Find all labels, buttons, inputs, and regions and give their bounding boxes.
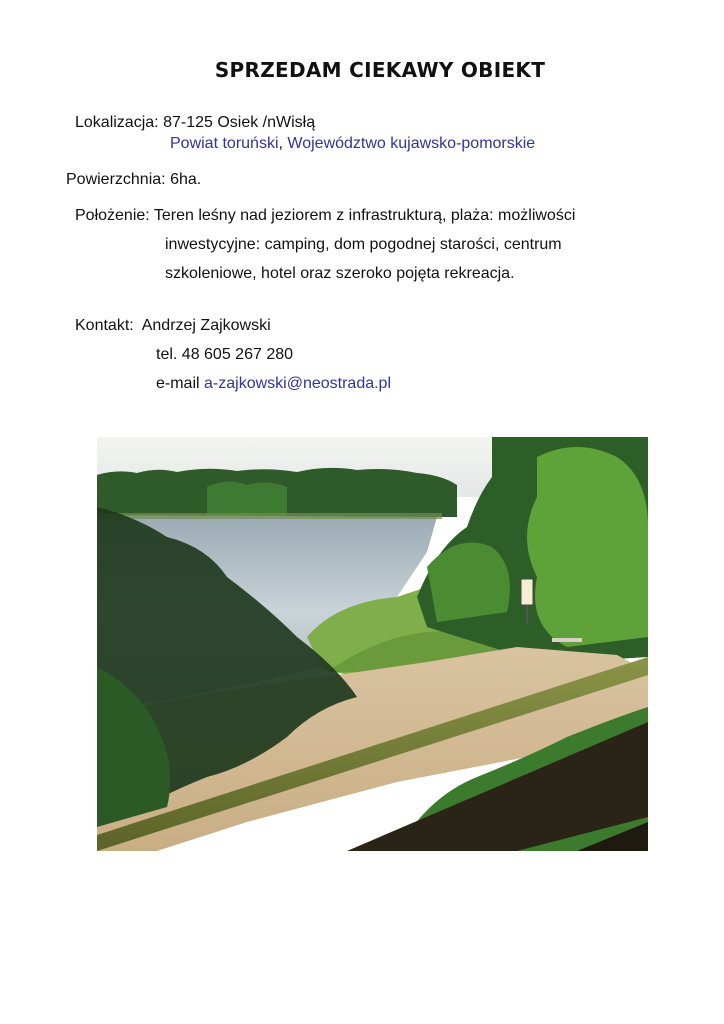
email-link[interactable]: a-zajkowski@neostrada.pl: [204, 375, 392, 392]
area-value: 6ha.: [170, 171, 202, 188]
position-text-2: inwestycyjne: camping, dom pogodnej starości, centrum: [165, 236, 562, 253]
area-label: Powierzchnia:: [66, 171, 166, 188]
sign-board: [521, 579, 533, 605]
email-label: e-mail: [156, 375, 200, 392]
location-value: 87-125 Osiek /nWisłą: [163, 114, 316, 131]
position-text-3: szkoleniowe, hotel oraz szeroko pojęta rekreacja.: [165, 265, 515, 282]
page-title: SPRZEDAM CIEKAWY OBIEKT: [214, 58, 546, 82]
county-link[interactable]: Powiat toruński: [170, 135, 279, 152]
contact-email-line: [156, 375, 391, 393]
far-shore: [97, 513, 442, 519]
region-separator: ,: [278, 135, 283, 152]
contact-label: Kontakt:: [75, 317, 134, 334]
contact-phone: tel. 48 605 267 280: [156, 346, 294, 363]
contact-line: [75, 317, 271, 335]
lake-photo-illustration: [97, 437, 648, 851]
lake-photo: [97, 437, 648, 851]
location-region-line: [170, 135, 535, 153]
location-line: [75, 114, 315, 132]
position-text-1: Teren leśny nad jeziorem z infrastrukturą, plaża: możliwości: [153, 207, 576, 224]
bench: [552, 638, 582, 642]
contact-name: Andrzej Zajkowski: [141, 317, 271, 334]
position-label: Położenie:: [75, 207, 150, 224]
position-line-1: [75, 207, 575, 225]
location-label: Lokalizacja:: [75, 114, 159, 131]
area-line: [66, 171, 201, 189]
voivodeship-link[interactable]: Województwo kujawsko-pomorskie: [287, 135, 536, 152]
